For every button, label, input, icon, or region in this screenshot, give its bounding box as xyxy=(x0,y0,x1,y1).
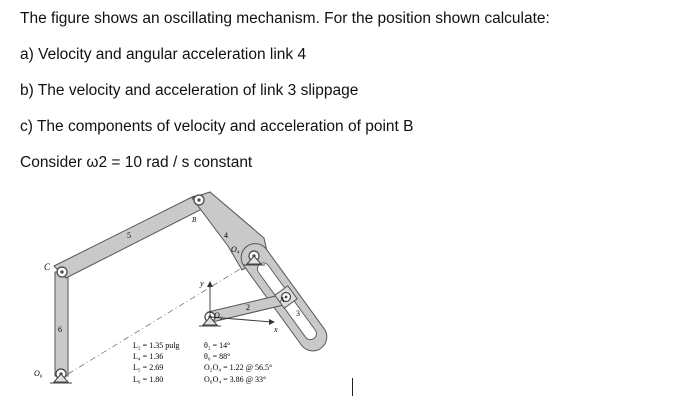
dim-l4: L₄ = 1.36 xyxy=(133,352,164,361)
dim-l5: L₅ = 2.69 xyxy=(133,363,164,372)
part-b: b) The velocity and acceleration of link 3 slippage xyxy=(20,82,359,99)
dim-l2: L₂ = 1.35 pulg xyxy=(133,341,180,350)
problem-intro: The figure shows an oscillating mechanism. For the position shown calculate: xyxy=(20,10,550,27)
part-a: a) Velocity and angular acceleration link 4 xyxy=(20,46,307,63)
text-cursor xyxy=(352,378,353,396)
label-a: A xyxy=(280,296,285,304)
label-link-4: 4 xyxy=(224,231,228,240)
label-c: C xyxy=(44,262,51,272)
label-link-2: 2 xyxy=(246,303,250,312)
label-b: B xyxy=(192,216,197,224)
angle-theta6: θ₆ = 88° xyxy=(204,352,231,361)
dist-o6o4: O₆O₄ = 3.86 @ 33° xyxy=(204,375,267,384)
label-o6: O₆ xyxy=(34,369,43,378)
label-y-axis: y xyxy=(200,279,204,288)
label-link-3: 3 xyxy=(296,309,300,318)
label-o2: O₂ xyxy=(214,311,223,320)
label-o4: O₄ xyxy=(231,245,240,254)
label-x-axis: x xyxy=(274,325,278,334)
label-link-5: 5 xyxy=(127,231,131,240)
given-condition: Consider ω2 = 10 rad / s constant xyxy=(20,154,253,171)
part-c: c) The components of velocity and acceleration of point B xyxy=(20,118,414,135)
label-link-6: 6 xyxy=(58,325,62,334)
angle-theta2: θ₂ = 14° xyxy=(204,341,231,350)
dist-o2o4: O₂O₄ = 1.22 @ 56.5° xyxy=(204,363,273,372)
mechanism-figure xyxy=(28,186,358,402)
dim-l6: L₆ = 1.80 xyxy=(133,375,164,384)
ground-support-o6 xyxy=(50,374,72,383)
link-6 xyxy=(55,272,68,376)
